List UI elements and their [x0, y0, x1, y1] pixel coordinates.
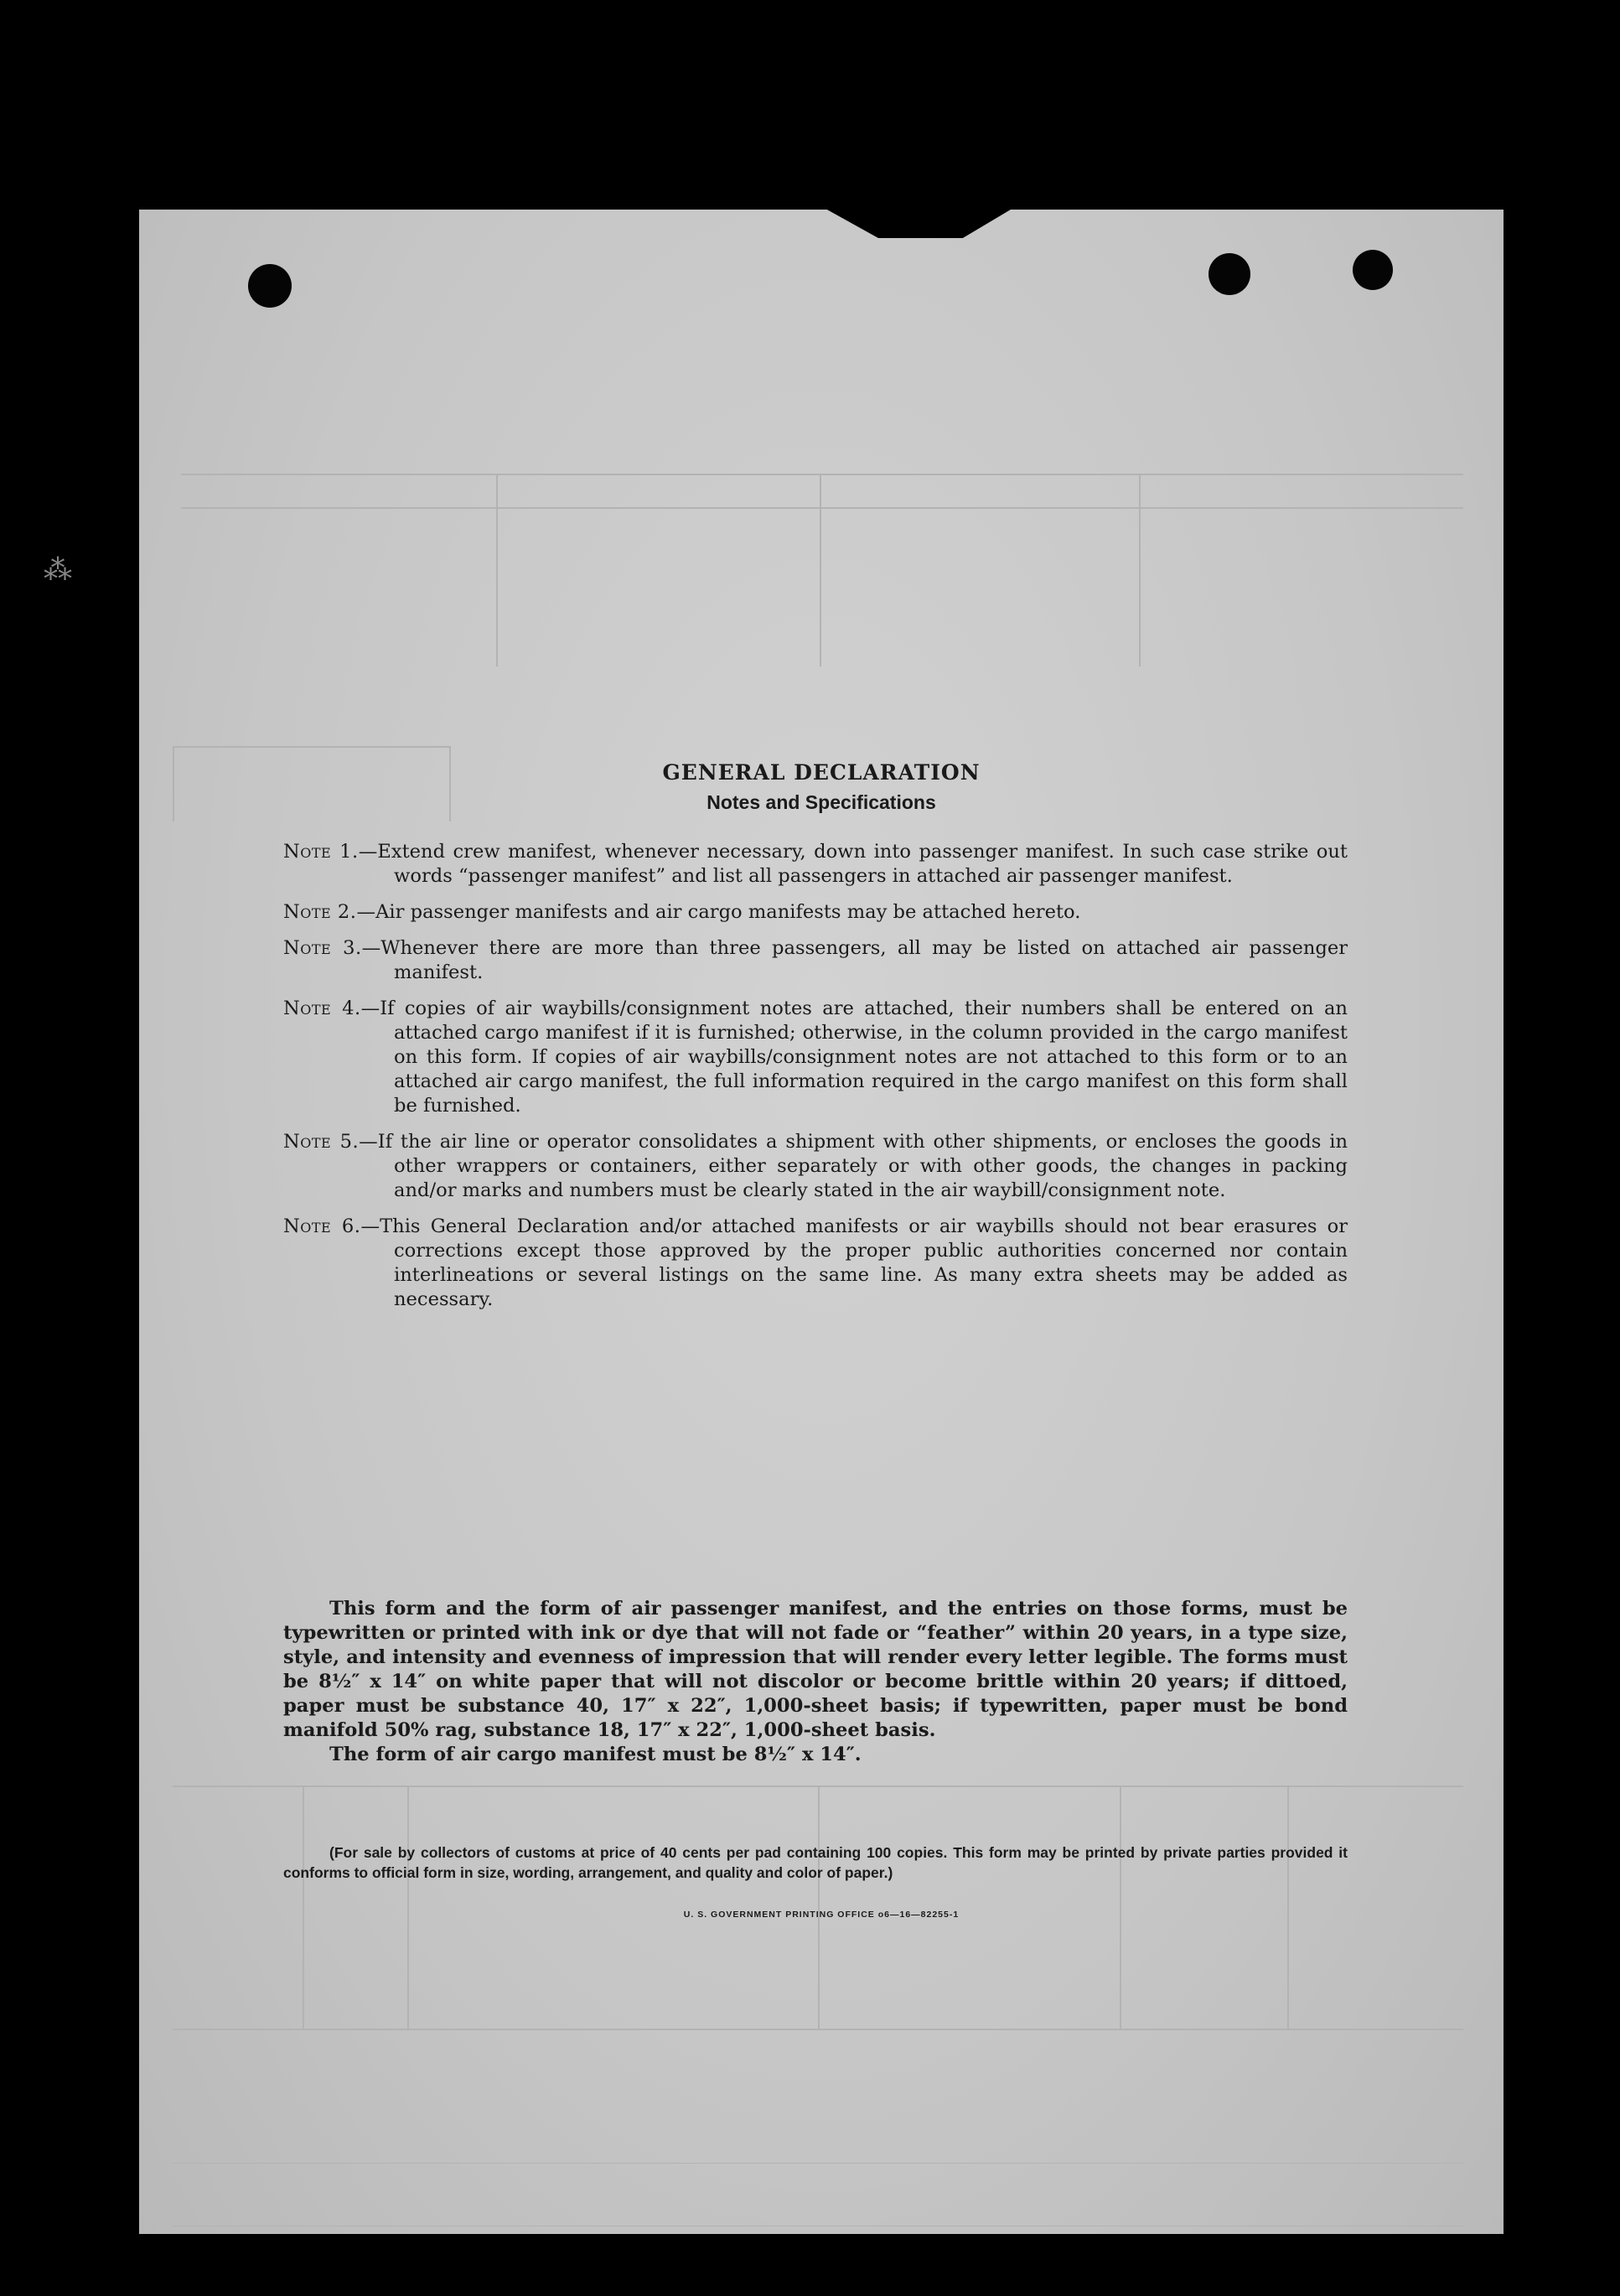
notes-list: [283, 840, 1348, 1324]
note-5: [283, 1130, 1348, 1203]
document-page: [139, 210, 1504, 2234]
note-text: —Extend crew manifest, whenever necessary, down into passenger manifest. In such case strike out words “passenger manifest” and list all passengers in attached air passenger manifest.: [358, 841, 1348, 887]
note-text: —If copies of air waybills/consignment notes are attached, their numbers shall be entered on an attached cargo manifest if it is furnished; otherwise, in the column provided in the cargo manifest on this form. If copies of air waybills/consignment notes are not attached to this form or to an attached air cargo manifest, the full information required in the cargo manifest on this form shall be furnished.: [360, 998, 1348, 1117]
page-subtitle: Notes and Specifications: [706, 791, 936, 813]
printing-office-line: U. S. GOVERNMENT PRINTING OFFICE o6—16—82255-1: [683, 1910, 960, 1920]
note-4: [283, 997, 1348, 1118]
note-1: [283, 840, 1348, 889]
note-text: —Air passenger manifests and air cargo manifests may be attached hereto.: [356, 901, 1081, 923]
specification-text: This form and the form of air passenger manifest, and the entries on those forms, must be typewritten or printed with ink or dye that will not fade or “feather” within 20 years, in a type size, style, and intensity and evenness of impression that will render every letter legible. The forms must be 8½″ x 14″ on white paper that will not discolor or become brittle within 20 years; if dittoed, paper must be substance 40, 17″ x 22″, 1,000-sheet basis; if typewritten, paper must be bond manifold 50% rag, substance 18, 17″ x 22″, 1,000-sheet basis.: [283, 1598, 1348, 1741]
note-label: Note 1.: [283, 841, 359, 863]
note-label: Note 5.: [283, 1131, 360, 1153]
note-text: —This General Declaration and/or attached manifests or air waybills should not bear erasures or corrections except those approved by the proper public authorities concerned nor contain interlineations or several listings on the same line. As many extra sheets may be added as necessary.: [360, 1215, 1348, 1310]
form-specification-paragraph: [283, 1597, 1348, 1767]
note-label: Note 2.: [283, 901, 357, 923]
note-label: Note 3.: [283, 937, 362, 959]
page-title: GENERAL DECLARATION: [662, 760, 981, 785]
note-text: —If the air line or operator consolidates a shipment with other shipments, or encloses the goods in other wrappers or containers, either separately or with other goods, the changes in packing and/or marks and numbers must be clearly stated in the air waybill/consignment note.: [359, 1131, 1348, 1201]
note-text: —Whenever there are more than three passengers, all may be listed on attached air passenger manifest.: [361, 937, 1348, 983]
note-3: [283, 936, 1348, 985]
note-label: Note 6.: [283, 1215, 361, 1237]
scan-edge-mark: ⁂: [44, 553, 72, 587]
note-2: [283, 900, 1348, 925]
sale-notice: (For sale by collectors of customs at price of 40 cents per pad containing 100 copies. This form may be printed by private parties provided it conforms to official form in size, wording, arrangement, and quality and color of paper.): [283, 1844, 1348, 1881]
cargo-manifest-size-text: The form of air cargo manifest must be 8½″ x 14″.: [329, 1744, 862, 1765]
note-6: [283, 1215, 1348, 1312]
note-label: Note 4.: [283, 998, 361, 1019]
